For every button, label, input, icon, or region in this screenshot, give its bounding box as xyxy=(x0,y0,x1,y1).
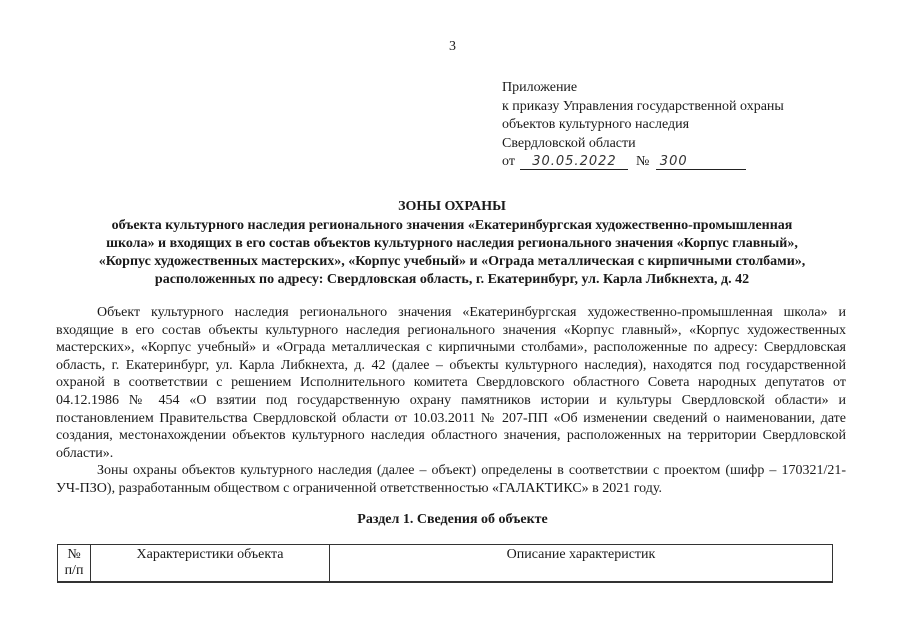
order-number-handwritten: 300 xyxy=(656,154,746,170)
order-date-number-row xyxy=(502,153,784,172)
table-cell xyxy=(58,582,91,583)
page-number: 3 xyxy=(449,39,456,54)
body-text xyxy=(56,304,846,498)
table-header-row xyxy=(58,545,833,582)
title-line: объекта культурного наследия регионального значения «Екатеринбургская художественно-промышленная xyxy=(111,218,793,233)
appendix-block xyxy=(502,79,784,172)
header-description: Описание характеристик xyxy=(330,545,833,582)
section-title: Раздел 1. Сведения об объекте xyxy=(357,512,548,527)
number-prefix: № xyxy=(635,154,650,169)
appendix-line: Свердловской области xyxy=(502,135,636,151)
order-date-handwritten: 30.05.2022 xyxy=(520,154,628,170)
body-paragraph: Зоны охраны объектов культурного наследия (далее – объект) определены в соответствии с проектом (шифр – 170321/21-УЧ-ПЗО), разработанным обществом с ограниченной ответственностью «ГАЛАКТИКС» в 2021 году. xyxy=(56,463,846,496)
title-main: ЗОНЫ ОХРАНЫ xyxy=(398,199,506,214)
appendix-line: Приложение xyxy=(502,80,578,95)
body-paragraph: Объект культурного наследия регионального значения «Екатеринбургская художественно-промышленная школа» и входящие в его состав объекты культурного наследия регионального значения «Корпус главный», «Корпус художественных мастерских», «Корпус учебный» и «Ограда металлическая с кирпичными столбами», расположенные по адресу: Свердловская область, г. Екатеринбург, ул. Карла Либкнехта, д. 42 (далее – объекты культурного наследия), находятся под государственной охраной в соответствии с решением Исполнительного комитета Свердловского областного Совета народных депутатов от 04.12.1986 № 454 «О взятии под государственную охрану памятников истории и культуры Свердловской области» и постановлением Правительства Свердловской области от 10.03.2011 № 207-ПП «Об изменении сведений о наименовании, дате создания, местонахождении объектов культурного наследия областного значения, расположенных на территории Свердловской области». xyxy=(56,305,846,461)
appendix-line: объектов культурного наследия xyxy=(502,117,690,132)
header-number: № п/п xyxy=(58,545,91,582)
document-title xyxy=(56,198,848,289)
table-row xyxy=(58,582,833,583)
title-line: расположенных по адресу: Свердловская область, г. Екатеринбург, ул. Карла Либкнехта, д. 42 xyxy=(154,272,750,287)
date-prefix: от xyxy=(502,154,515,169)
table-cell xyxy=(330,582,833,583)
header-characteristics: Характеристики объекта xyxy=(91,545,330,582)
characteristics-table xyxy=(57,544,833,583)
appendix-line: к приказу Управления государственной охраны xyxy=(502,98,784,114)
table-cell xyxy=(91,582,330,583)
title-line: школа» и входящих в его состав объектов культурного наследия регионального значения «Корпус главный», xyxy=(106,236,798,251)
title-line: «Корпус художественных мастерских», «Корпус учебный» и «Ограда металлическая с кирпичными столбами», xyxy=(98,254,806,269)
